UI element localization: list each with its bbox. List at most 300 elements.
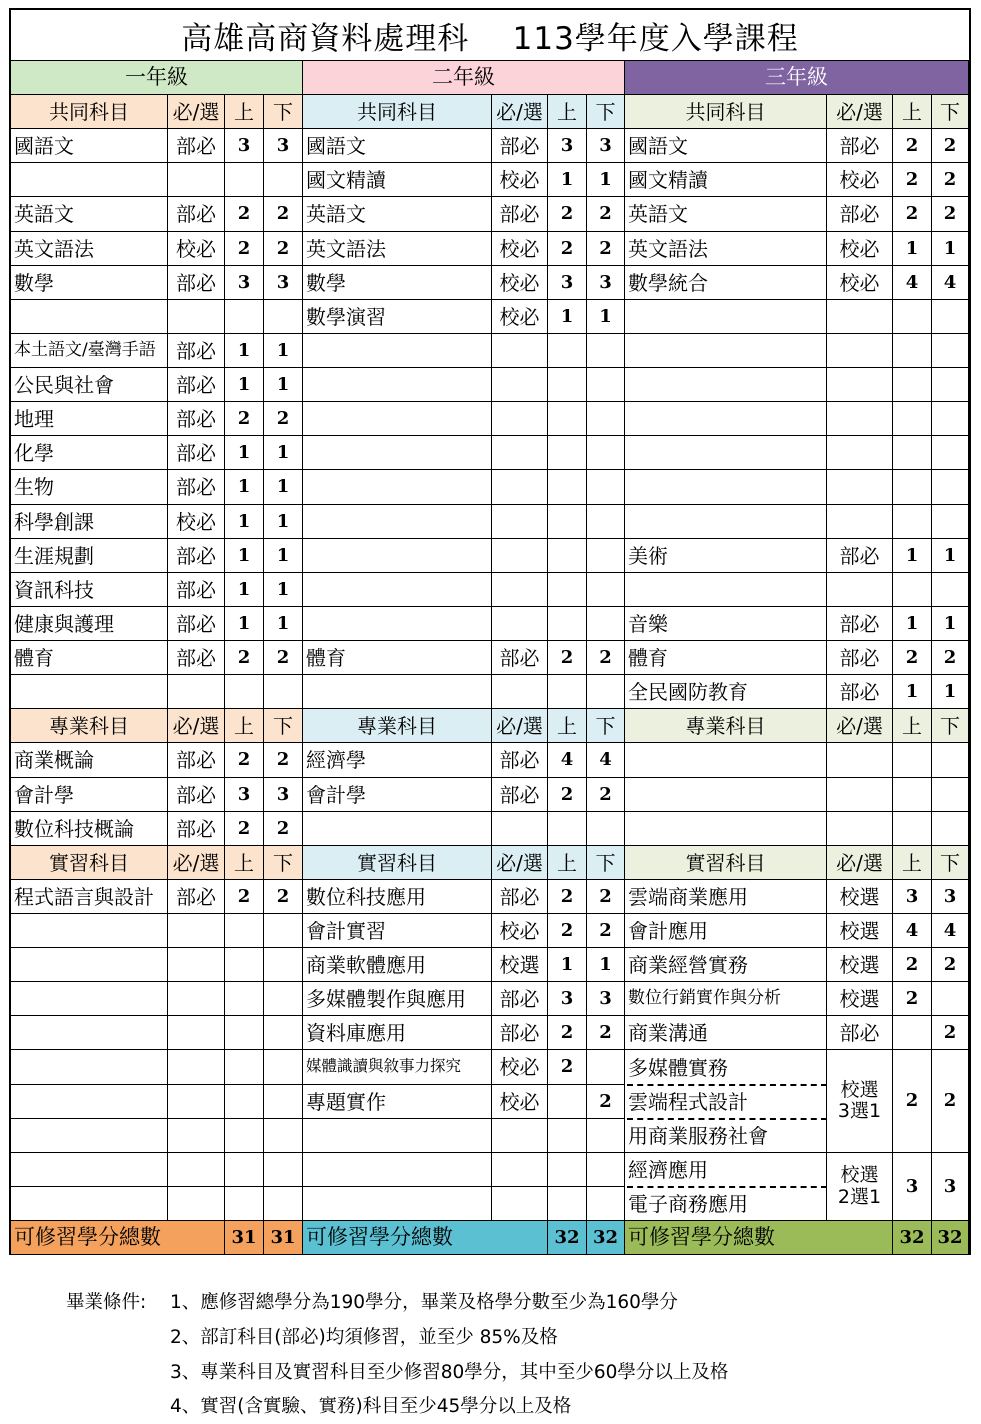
credits-first-semester (548, 402, 587, 436)
credits-second-semester: 1 (587, 948, 625, 982)
section-title: 實習科目 (625, 846, 827, 880)
credits-second-semester: 1 (264, 368, 303, 402)
credits-first-semester (893, 505, 932, 539)
elective-subject-name: 多媒體實務 (625, 1050, 827, 1085)
credits-first-semester: 2 (548, 197, 587, 232)
subject-requirement: 校選 (827, 982, 893, 1016)
credits-second-semester: 2 (264, 197, 303, 232)
column-header-required: 必/選 (827, 846, 893, 880)
subject-requirement: 校必 (492, 163, 548, 197)
credits-second-semester: 2 (587, 232, 625, 266)
subject-name: 生物 (11, 470, 168, 505)
subject-requirement: 校選 (827, 880, 893, 914)
subject-name: 會計學 (303, 778, 492, 812)
subject-name: 國語文 (11, 129, 168, 163)
subject-name (625, 300, 827, 334)
credits-first-semester: 3 (225, 129, 264, 163)
credits-second-semester (587, 1119, 625, 1153)
total-credits-second-semester: 32 (587, 1221, 625, 1255)
subject-requirement: 校必 (492, 914, 548, 948)
subject-requirement (827, 743, 893, 778)
subject-name (303, 368, 492, 402)
credits-first-semester: 2 (548, 778, 587, 812)
subject-name: 美術 (625, 539, 827, 573)
grade-header: 一年級 (11, 61, 303, 95)
grade-header: 二年級 (303, 61, 625, 95)
subject-name (625, 436, 827, 470)
column-header-second-semester: 下 (264, 709, 303, 743)
subject-requirement: 部必 (168, 436, 225, 470)
credits-second-semester: 2 (264, 641, 303, 675)
graduation-item: 1、應修習總學分為190學分，畢業及格學分數至少為160學分 (170, 1292, 678, 1313)
subject-requirement: 部必 (492, 982, 548, 1016)
subject-requirement: 校必 (827, 232, 893, 266)
credits-second-semester: 1 (264, 539, 303, 573)
credits-second-semester (587, 1050, 625, 1085)
credits-second-semester (932, 812, 969, 846)
subject-requirement: 部必 (168, 573, 225, 607)
subject-requirement (492, 505, 548, 539)
credits-first-semester: 2 (548, 880, 587, 914)
credits-second-semester: 2 (932, 948, 969, 982)
subject-requirement: 部必 (827, 197, 893, 232)
credits-second-semester (264, 1016, 303, 1050)
subject-name: 數位科技概論 (11, 812, 168, 846)
subject-name (625, 778, 827, 812)
credits-first-semester: 4 (893, 266, 932, 300)
credits-second-semester: 2 (587, 1085, 625, 1119)
subject-name (11, 675, 168, 709)
total-credits-second-semester: 32 (932, 1221, 969, 1255)
credits-first-semester (548, 436, 587, 470)
credits-second-semester (932, 334, 969, 368)
subject-name (303, 539, 492, 573)
subject-requirement (827, 334, 893, 368)
subject-requirement (827, 505, 893, 539)
credits-first-semester: 2 (893, 982, 932, 1016)
subject-name (625, 573, 827, 607)
column-header-second-semester: 下 (264, 846, 303, 880)
credits-first-semester (893, 470, 932, 505)
credits-first-semester (225, 300, 264, 334)
subject-name (625, 368, 827, 402)
subject-name: 體育 (11, 641, 168, 675)
column-header-second-semester: 下 (587, 709, 625, 743)
column-header-first-semester: 上 (548, 846, 587, 880)
credits-second-semester (587, 436, 625, 470)
credits-first-semester: 1 (548, 163, 587, 197)
credits-first-semester: 1 (225, 573, 264, 607)
credits-first-semester (548, 505, 587, 539)
total-credits-first-semester: 31 (225, 1221, 264, 1255)
credits-first-semester: 2 (225, 197, 264, 232)
credits-second-semester (264, 948, 303, 982)
subject-requirement: 部必 (168, 778, 225, 812)
credits-second-semester: 4 (587, 743, 625, 778)
credits-second-semester (932, 470, 969, 505)
subject-name: 英文語法 (303, 232, 492, 266)
subject-requirement: 校選 (492, 948, 548, 982)
credits-first-semester: 3 (548, 982, 587, 1016)
credits-first-semester (225, 948, 264, 982)
credits-first-semester: 1 (225, 539, 264, 573)
credits-second-semester: 2 (264, 402, 303, 436)
subject-name (11, 982, 168, 1016)
credits-second-semester (932, 982, 969, 1016)
subject-requirement (492, 470, 548, 505)
subject-name: 國文精讀 (303, 163, 492, 197)
subject-name: 會計學 (11, 778, 168, 812)
credits-second-semester: 1 (932, 539, 969, 573)
subject-name (303, 1119, 492, 1153)
credits-second-semester: 3 (587, 982, 625, 1016)
subject-requirement (168, 1187, 225, 1221)
credits-first-semester: 2 (225, 232, 264, 266)
curriculum-table (11, 61, 969, 1253)
elective-subject-name: 雲端程式設計 (625, 1085, 827, 1119)
credits-second-semester: 3 (587, 129, 625, 163)
subject-requirement (492, 436, 548, 470)
credits-first-semester: 1 (548, 948, 587, 982)
credits-first-semester: 2 (548, 641, 587, 675)
credits-first-semester: 1 (225, 436, 264, 470)
column-header-second-semester: 下 (264, 95, 303, 129)
subject-name: 英語文 (625, 197, 827, 232)
subject-name: 商業概論 (11, 743, 168, 778)
credits-second-semester: 1 (264, 505, 303, 539)
subject-name: 英文語法 (11, 232, 168, 266)
credits-second-semester (264, 914, 303, 948)
subject-requirement: 部必 (168, 197, 225, 232)
subject-requirement: 部必 (827, 539, 893, 573)
subject-requirement (492, 675, 548, 709)
subject-requirement: 部必 (492, 129, 548, 163)
credits-first-semester (548, 1085, 587, 1119)
subject-name: 數學 (303, 266, 492, 300)
credits-second-semester: 2 (587, 914, 625, 948)
credits-second-semester (587, 607, 625, 641)
total-credits-label: 可修習學分總數 (625, 1221, 893, 1255)
subject-requirement: 校必 (492, 266, 548, 300)
credits-first-semester (548, 1187, 587, 1221)
credits-first-semester (893, 334, 932, 368)
subject-name (625, 402, 827, 436)
subject-name: 公民與社會 (11, 368, 168, 402)
credits-second-semester: 2 (587, 197, 625, 232)
subject-requirement: 校必 (492, 300, 548, 334)
subject-name (11, 1050, 168, 1085)
credits-second-semester (932, 573, 969, 607)
credits-first-semester (225, 1187, 264, 1221)
title-course-plan: 113學年度入學課程 (512, 20, 799, 57)
page-title (11, 10, 969, 61)
credits-second-semester (587, 334, 625, 368)
credits-first-semester: 1 (548, 300, 587, 334)
subject-name: 數學 (11, 266, 168, 300)
credits-first-semester (893, 1016, 932, 1050)
credits-first-semester: 2 (225, 743, 264, 778)
subject-requirement: 校必 (827, 163, 893, 197)
credits-second-semester (587, 505, 625, 539)
credits-first-semester: 4 (548, 743, 587, 778)
total-credits-label: 可修習學分總數 (303, 1221, 548, 1255)
subject-name (11, 1153, 168, 1187)
subject-name: 健康與護理 (11, 607, 168, 641)
subject-name (303, 505, 492, 539)
credits-first-semester: 2 (893, 197, 932, 232)
credits-second-semester (587, 573, 625, 607)
elective-credits-first-semester: 2 (893, 1050, 932, 1153)
subject-requirement: 部必 (168, 129, 225, 163)
credits-second-semester: 2 (264, 812, 303, 846)
subject-name: 資料庫應用 (303, 1016, 492, 1050)
column-header-required: 必/選 (492, 846, 548, 880)
subject-requirement (168, 300, 225, 334)
credits-first-semester (225, 163, 264, 197)
subject-name: 國文精讀 (625, 163, 827, 197)
subject-name (625, 470, 827, 505)
subject-name: 全民國防教育 (625, 675, 827, 709)
credits-second-semester: 4 (932, 914, 969, 948)
column-header-required: 必/選 (492, 95, 548, 129)
column-header-first-semester: 上 (548, 95, 587, 129)
section-title: 專業科目 (303, 709, 492, 743)
subject-name: 商業溝通 (625, 1016, 827, 1050)
subject-requirement (492, 812, 548, 846)
credits-first-semester: 1 (225, 470, 264, 505)
credits-first-semester (893, 436, 932, 470)
subject-requirement (492, 368, 548, 402)
subject-requirement (827, 300, 893, 334)
subject-name: 程式語言與設計 (11, 880, 168, 914)
subject-name (303, 334, 492, 368)
credits-second-semester (264, 163, 303, 197)
credits-second-semester: 2 (932, 1016, 969, 1050)
total-credits-first-semester: 32 (893, 1221, 932, 1255)
subject-requirement (492, 1187, 548, 1221)
credits-first-semester (548, 812, 587, 846)
credits-first-semester (548, 1119, 587, 1153)
subject-requirement: 校選 (827, 948, 893, 982)
credits-first-semester (225, 675, 264, 709)
subject-requirement (168, 914, 225, 948)
subject-name (303, 812, 492, 846)
credits-second-semester: 2 (587, 778, 625, 812)
subject-requirement: 部必 (168, 812, 225, 846)
subject-requirement: 部必 (168, 402, 225, 436)
credits-second-semester (932, 743, 969, 778)
subject-name (625, 743, 827, 778)
credits-second-semester: 3 (932, 880, 969, 914)
subject-requirement: 部必 (168, 470, 225, 505)
column-header-required: 必/選 (827, 709, 893, 743)
grade-header: 三年級 (625, 61, 969, 95)
credits-first-semester (893, 402, 932, 436)
credits-first-semester: 1 (225, 368, 264, 402)
credits-first-semester: 3 (548, 129, 587, 163)
subject-name (11, 914, 168, 948)
credits-first-semester (225, 1050, 264, 1085)
column-header-first-semester: 上 (548, 709, 587, 743)
subject-requirement (168, 163, 225, 197)
subject-requirement (492, 402, 548, 436)
credits-first-semester (225, 914, 264, 948)
elective-requirement: 校選 3選1 (827, 1050, 893, 1153)
section-title: 共同科目 (625, 95, 827, 129)
column-header-required: 必/選 (492, 709, 548, 743)
column-header-required: 必/選 (168, 846, 225, 880)
subject-name: 國語文 (625, 129, 827, 163)
credits-second-semester (264, 1050, 303, 1085)
credits-first-semester (225, 1119, 264, 1153)
column-header-first-semester: 上 (893, 709, 932, 743)
subject-name: 資訊科技 (11, 573, 168, 607)
elective-subject-name: 電子商務應用 (625, 1187, 827, 1221)
elective-subject-name: 用商業服務社會 (625, 1119, 827, 1153)
credits-first-semester (893, 573, 932, 607)
credits-first-semester: 1 (893, 232, 932, 266)
section-title: 專業科目 (625, 709, 827, 743)
credits-second-semester: 3 (264, 266, 303, 300)
subject-name: 商業經營實務 (625, 948, 827, 982)
credits-second-semester: 1 (264, 573, 303, 607)
credits-second-semester (587, 1153, 625, 1187)
subject-name: 數學統合 (625, 266, 827, 300)
subject-requirement: 校必 (168, 505, 225, 539)
column-header-first-semester: 上 (225, 95, 264, 129)
credits-second-semester: 2 (587, 880, 625, 914)
credits-first-semester: 2 (225, 812, 264, 846)
graduation-item: 3、專業科目及實習科目至少修習80學分，其中至少60學分以上及格 (170, 1362, 729, 1383)
credits-first-semester (548, 573, 587, 607)
subject-requirement: 部必 (168, 880, 225, 914)
credits-second-semester: 1 (587, 163, 625, 197)
subject-requirement: 部必 (168, 368, 225, 402)
credits-second-semester (264, 1153, 303, 1187)
credits-second-semester: 2 (932, 197, 969, 232)
credits-first-semester: 2 (225, 641, 264, 675)
credits-second-semester: 1 (932, 232, 969, 266)
subject-name: 專題實作 (303, 1085, 492, 1119)
credits-first-semester (548, 1153, 587, 1187)
column-header-first-semester: 上 (893, 95, 932, 129)
credits-second-semester (932, 402, 969, 436)
subject-requirement (168, 675, 225, 709)
credits-first-semester: 2 (893, 163, 932, 197)
subject-requirement: 部必 (492, 880, 548, 914)
credits-first-semester: 1 (225, 334, 264, 368)
subject-name (11, 1085, 168, 1119)
credits-second-semester (587, 539, 625, 573)
credits-first-semester: 3 (225, 266, 264, 300)
credits-second-semester: 1 (932, 675, 969, 709)
subject-requirement (827, 402, 893, 436)
elective-credits-first-semester: 3 (893, 1153, 932, 1221)
subject-requirement (827, 573, 893, 607)
credits-second-semester (264, 1085, 303, 1119)
credits-second-semester: 2 (932, 129, 969, 163)
subject-name: 經濟學 (303, 743, 492, 778)
column-header-required: 必/選 (168, 95, 225, 129)
subject-requirement (168, 1085, 225, 1119)
credits-second-semester: 1 (587, 300, 625, 334)
subject-requirement: 校必 (827, 266, 893, 300)
subject-name (625, 812, 827, 846)
column-header-second-semester: 下 (932, 95, 969, 129)
section-title: 實習科目 (11, 846, 168, 880)
subject-name (11, 948, 168, 982)
subject-name: 會計實習 (303, 914, 492, 948)
credits-second-semester: 1 (932, 607, 969, 641)
section-title: 共同科目 (11, 95, 168, 129)
subject-name: 媒體識讀與敘事力探究 (303, 1050, 492, 1085)
credits-first-semester (225, 982, 264, 1016)
credits-second-semester (932, 300, 969, 334)
credits-first-semester: 2 (548, 1016, 587, 1050)
subject-name: 體育 (625, 641, 827, 675)
credits-first-semester (548, 675, 587, 709)
subject-name (303, 573, 492, 607)
subject-requirement: 校必 (168, 232, 225, 266)
subject-requirement (827, 778, 893, 812)
subject-requirement (492, 334, 548, 368)
credits-first-semester: 4 (893, 914, 932, 948)
credits-second-semester (264, 300, 303, 334)
credits-first-semester: 2 (893, 948, 932, 982)
subject-requirement: 部必 (168, 334, 225, 368)
credits-second-semester (587, 812, 625, 846)
credits-first-semester: 1 (225, 505, 264, 539)
subject-name (11, 1016, 168, 1050)
subject-requirement (827, 368, 893, 402)
subject-name: 本土語文/臺灣手語 (11, 334, 168, 368)
credits-first-semester: 3 (893, 880, 932, 914)
subject-requirement: 校必 (492, 232, 548, 266)
subject-requirement (492, 539, 548, 573)
subject-name: 數位科技應用 (303, 880, 492, 914)
subject-name: 音樂 (625, 607, 827, 641)
credits-second-semester: 3 (264, 778, 303, 812)
graduation-label: 畢業條件: (66, 1292, 147, 1313)
subject-requirement: 部必 (827, 641, 893, 675)
subject-requirement (168, 948, 225, 982)
total-credits-label: 可修習學分總數 (11, 1221, 225, 1255)
subject-name: 英語文 (303, 197, 492, 232)
credits-second-semester (587, 402, 625, 436)
subject-name (11, 1187, 168, 1221)
title-school: 高雄高商資料處理科 (181, 20, 470, 57)
column-header-first-semester: 上 (225, 846, 264, 880)
subject-name (625, 334, 827, 368)
column-header-required: 必/選 (827, 95, 893, 129)
elective-requirement: 校選 2選1 (827, 1153, 893, 1221)
subject-name (625, 505, 827, 539)
subject-requirement: 部必 (492, 778, 548, 812)
credits-first-semester (225, 1016, 264, 1050)
credits-second-semester (587, 675, 625, 709)
subject-name (303, 675, 492, 709)
subject-requirement (827, 436, 893, 470)
credits-first-semester: 2 (893, 641, 932, 675)
credits-first-semester: 2 (893, 129, 932, 163)
subject-requirement: 部必 (168, 266, 225, 300)
subject-requirement: 部必 (492, 197, 548, 232)
subject-requirement: 部必 (168, 743, 225, 778)
subject-requirement: 部必 (168, 641, 225, 675)
credits-second-semester: 1 (264, 334, 303, 368)
subject-requirement: 校必 (492, 1050, 548, 1085)
credits-first-semester (548, 539, 587, 573)
